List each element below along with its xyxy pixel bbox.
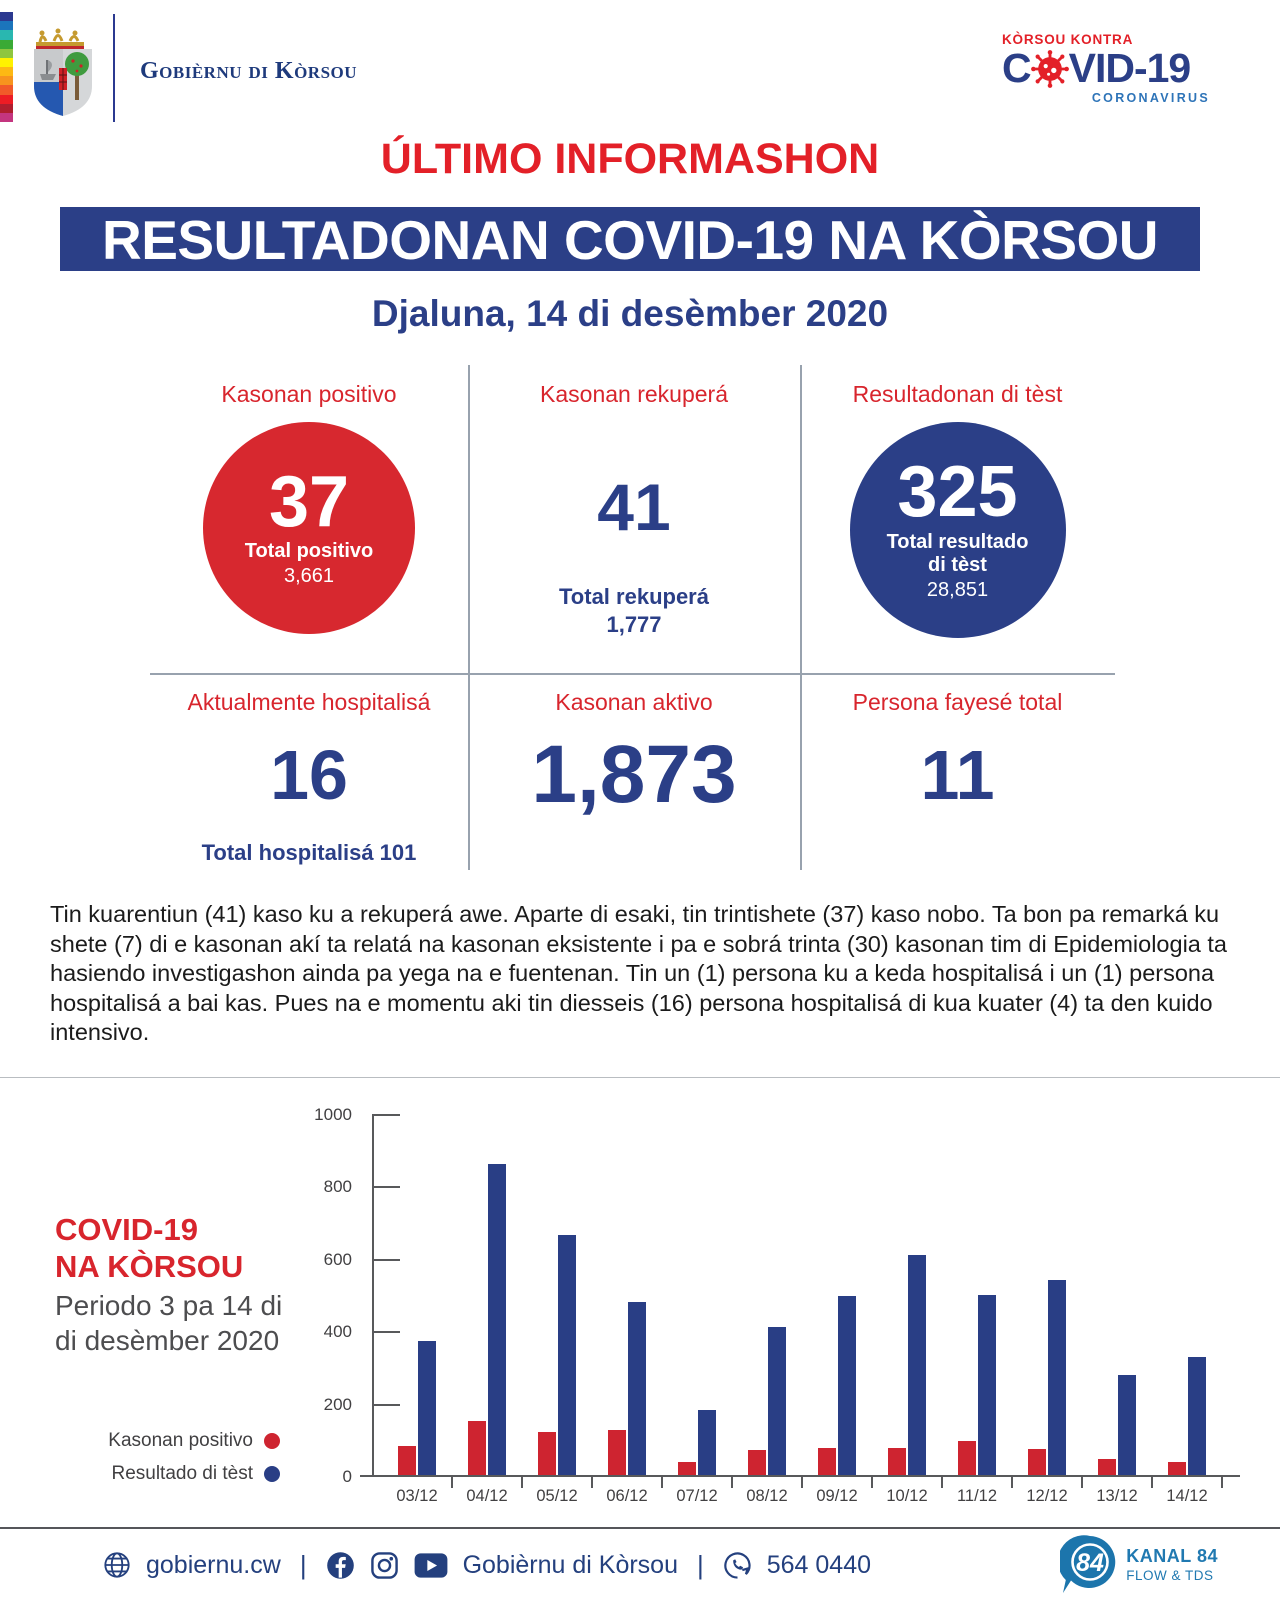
y-axis-label: 1000 <box>314 1105 352 1124</box>
x-axis-tick <box>1081 1477 1083 1488</box>
x-axis-tick <box>1151 1477 1153 1488</box>
legend-item <box>55 1424 280 1457</box>
x-axis-tick <box>1011 1477 1013 1488</box>
x-axis-tick <box>661 1477 663 1488</box>
stat-value: 16 <box>270 736 348 814</box>
stat-test-results <box>800 365 1115 673</box>
bar-resultado-di-test <box>1048 1280 1066 1475</box>
stat-circle-blue <box>850 422 1066 638</box>
stat-title: Persona fayesé total <box>852 689 1063 715</box>
covid-logo-vid19: VID-19 <box>1068 45 1191 91</box>
bar-kasonan-positivo <box>538 1432 556 1475</box>
bar-kasonan-positivo <box>1168 1462 1186 1475</box>
x-axis-line <box>360 1475 1240 1477</box>
y-axis-line <box>372 1115 374 1477</box>
youtube-icon[interactable] <box>414 1552 448 1579</box>
summary-paragraph: Tin kuarentiun (41) kaso ku a rekuperá awe. Aparte di esaki, tin trintishete (37) kaso nobo. Ta bon pa remarká ku shete (7) di e kasonan akí ta relatá na kasonan eksistente i pa e sobrá trinta (30) kasonan tim di Epidemiologia ta hasiendo investigashon ainda pa yega na e fuentenan. Tin un (1) persona ku a keda hospitalisá i un (1) persona hospitalisá a bai kas. Pues na e momentu aki tin diesseis (16) persona hospitalisá di kua kuater (4) ta den kuido intensivo. <box>50 901 1227 1046</box>
rainbow-segment <box>0 21 13 30</box>
footer-phone[interactable]: 564 0440 <box>766 1550 872 1579</box>
bar-kasonan-positivo <box>1098 1459 1116 1475</box>
x-axis-tick <box>941 1477 943 1488</box>
bar-kasonan-positivo <box>748 1450 766 1475</box>
stat-value: 1,873 <box>531 729 737 820</box>
rainbow-segment <box>0 30 13 39</box>
stat-title: Kasonan rekuperá <box>540 381 728 407</box>
covid-logo-wordmark <box>1002 45 1212 91</box>
bar-resultado-di-test <box>488 1164 506 1475</box>
covid-logo-kicker: KÒRSOU KONTRA <box>1002 32 1134 47</box>
virus-icon <box>1031 50 1069 88</box>
kanal84-tagline: FLOW & TDS <box>1126 1567 1214 1583</box>
rainbow-segment <box>0 49 13 58</box>
facebook-icon[interactable] <box>326 1551 355 1580</box>
kanal84-bubble-text: 84 <box>1076 1549 1105 1577</box>
bar-kasonan-positivo <box>608 1430 626 1475</box>
instagram-icon[interactable] <box>370 1551 399 1580</box>
stat-circle-red <box>203 422 415 634</box>
stat-subtext: 3,661 <box>283 565 335 588</box>
bar-resultado-di-test <box>1118 1375 1136 1475</box>
bar-resultado-di-test <box>908 1255 926 1475</box>
stat-title: Kasonan positivo <box>221 381 397 407</box>
bar-kasonan-positivo <box>468 1421 486 1475</box>
bar-kasonan-positivo <box>818 1448 836 1475</box>
x-axis-tick <box>801 1477 803 1488</box>
chart-legend <box>55 1424 280 1490</box>
chart-subtitle-line2: di desèmber 2020 <box>55 1324 280 1356</box>
rainbow-segment <box>0 58 13 67</box>
footer-divider <box>0 1527 1280 1529</box>
stat-subtext: di tèst <box>928 553 987 576</box>
kanal84-bubble-icon <box>1060 1534 1118 1596</box>
x-axis-label: 09/12 <box>816 1487 858 1505</box>
stat-recovered-cases <box>468 365 800 673</box>
footer-website[interactable]: gobiernu.cw <box>146 1550 281 1579</box>
y-axis-label: 400 <box>323 1322 352 1342</box>
stat-subtext: Total hospitalisá 101 <box>201 840 417 865</box>
footer-separator: | <box>696 1549 704 1580</box>
chart-plot <box>314 1105 1240 1505</box>
bar-resultado-di-test <box>698 1410 716 1475</box>
y-axis-label: 200 <box>323 1394 352 1414</box>
x-axis-label: 13/12 <box>1096 1487 1138 1505</box>
stat-title: Kasonan aktivo <box>555 689 713 715</box>
footer-account-name[interactable]: Gobièrnu di Kòrsou <box>462 1550 678 1579</box>
y-axis-tick <box>372 1186 400 1188</box>
coat-of-arms <box>28 28 98 118</box>
bar-resultado-di-test <box>628 1302 646 1475</box>
rainbow-stripe <box>0 12 13 122</box>
stat-deaths <box>800 673 1115 870</box>
kanal84-name: KANAL 84 <box>1126 1546 1218 1567</box>
stat-subtext: 28,851 <box>926 578 989 601</box>
header-divider <box>113 14 115 122</box>
covid-logo-c: C <box>1002 45 1031 91</box>
x-axis-label: 08/12 <box>746 1487 788 1505</box>
rainbow-segment <box>0 76 13 85</box>
x-axis-tick <box>521 1477 523 1488</box>
government-name: Gobièrnu di Kòrsou <box>140 58 358 84</box>
stat-positive-cases <box>150 365 468 673</box>
stat-subtext: Total rekuperá <box>559 584 709 609</box>
y-axis-label: 0 <box>342 1467 352 1486</box>
stat-value: 41 <box>597 470 671 544</box>
rainbow-segment <box>0 104 13 113</box>
x-axis-tick <box>591 1477 593 1488</box>
x-axis-label: 07/12 <box>676 1487 718 1505</box>
bar-kasonan-positivo <box>678 1462 696 1475</box>
bar-resultado-di-test <box>418 1341 436 1475</box>
rainbow-segment <box>0 113 13 122</box>
y-axis-tick <box>372 1114 400 1116</box>
whatsapp-icon[interactable] <box>723 1551 752 1580</box>
chart-subtitle-line1: Periodo 3 pa 14 di <box>55 1290 283 1322</box>
x-axis-tick <box>871 1477 873 1488</box>
bar-resultado-di-test <box>768 1327 786 1475</box>
stat-active-cases <box>468 673 800 870</box>
x-axis-tick <box>1221 1477 1223 1488</box>
stat-value: 325 <box>897 452 1018 533</box>
x-axis-label: 05/12 <box>536 1487 578 1505</box>
y-axis-tick <box>372 1404 400 1406</box>
x-axis-tick <box>451 1477 453 1488</box>
stat-subtext: 1,777 <box>606 612 662 637</box>
kanal84-logo <box>1060 1534 1218 1596</box>
globe-icon <box>103 1551 131 1579</box>
bar-resultado-di-test <box>838 1296 856 1475</box>
legend-label: Resultado di tèst <box>111 1462 253 1484</box>
rainbow-segment <box>0 40 13 49</box>
stat-title: Resultadonan di tèst <box>852 381 1063 407</box>
x-axis-label: 10/12 <box>886 1487 928 1505</box>
section-divider <box>0 1077 1280 1078</box>
rainbow-segment <box>0 95 13 104</box>
bar-kasonan-positivo <box>398 1446 416 1475</box>
rainbow-segment <box>0 12 13 21</box>
chart-title-line2: NA KÒRSOU <box>55 1248 244 1284</box>
y-axis-label: 800 <box>323 1177 352 1197</box>
stat-title: Aktualmente hospitalisá <box>187 689 431 715</box>
report-date: Djaluna, 14 di desèmber 2020 <box>371 293 889 334</box>
x-axis-label: 03/12 <box>396 1487 438 1505</box>
page-kicker: ÚLTIMO INFORMASHON <box>380 135 880 183</box>
x-axis-label: 14/12 <box>1166 1487 1208 1505</box>
footer-separator: | <box>299 1549 307 1580</box>
stats-grid <box>150 365 1115 870</box>
legend-dot <box>264 1433 280 1449</box>
x-axis-label: 04/12 <box>466 1487 508 1505</box>
stat-value: 11 <box>920 736 995 814</box>
x-axis-tick <box>731 1477 733 1488</box>
chart-title-line1: COVID-19 <box>55 1212 198 1247</box>
y-axis-tick <box>372 1331 400 1333</box>
stat-hospitalized <box>150 673 468 870</box>
legend-label: Kasonan positivo <box>108 1429 253 1451</box>
x-axis-label: 11/12 <box>956 1487 998 1505</box>
page-title-banner: RESULTADONAN COVID-19 NA KÒRSOU <box>60 207 1200 271</box>
bar-resultado-di-test <box>1188 1357 1206 1475</box>
bar-kasonan-positivo <box>958 1441 976 1475</box>
rainbow-segment <box>0 67 13 76</box>
y-axis-tick <box>372 1259 400 1261</box>
stat-subtext: Total positivo <box>244 540 374 563</box>
y-axis-label: 600 <box>323 1249 352 1269</box>
bar-resultado-di-test <box>978 1295 996 1475</box>
legend-item <box>55 1457 280 1490</box>
bar-kasonan-positivo <box>1028 1449 1046 1475</box>
stat-value: 37 <box>268 461 350 542</box>
bar-kasonan-positivo <box>888 1448 906 1476</box>
rainbow-segment <box>0 85 13 94</box>
covid19-logo <box>1002 32 1212 105</box>
stat-subtext: Total resultado <box>886 530 1029 553</box>
x-axis-label: 12/12 <box>1026 1487 1068 1505</box>
covid-logo-subtitle: CORONAVIRUS <box>1091 91 1210 105</box>
x-axis-label: 06/12 <box>606 1487 648 1505</box>
legend-dot <box>264 1466 280 1482</box>
bar-resultado-di-test <box>558 1235 576 1475</box>
